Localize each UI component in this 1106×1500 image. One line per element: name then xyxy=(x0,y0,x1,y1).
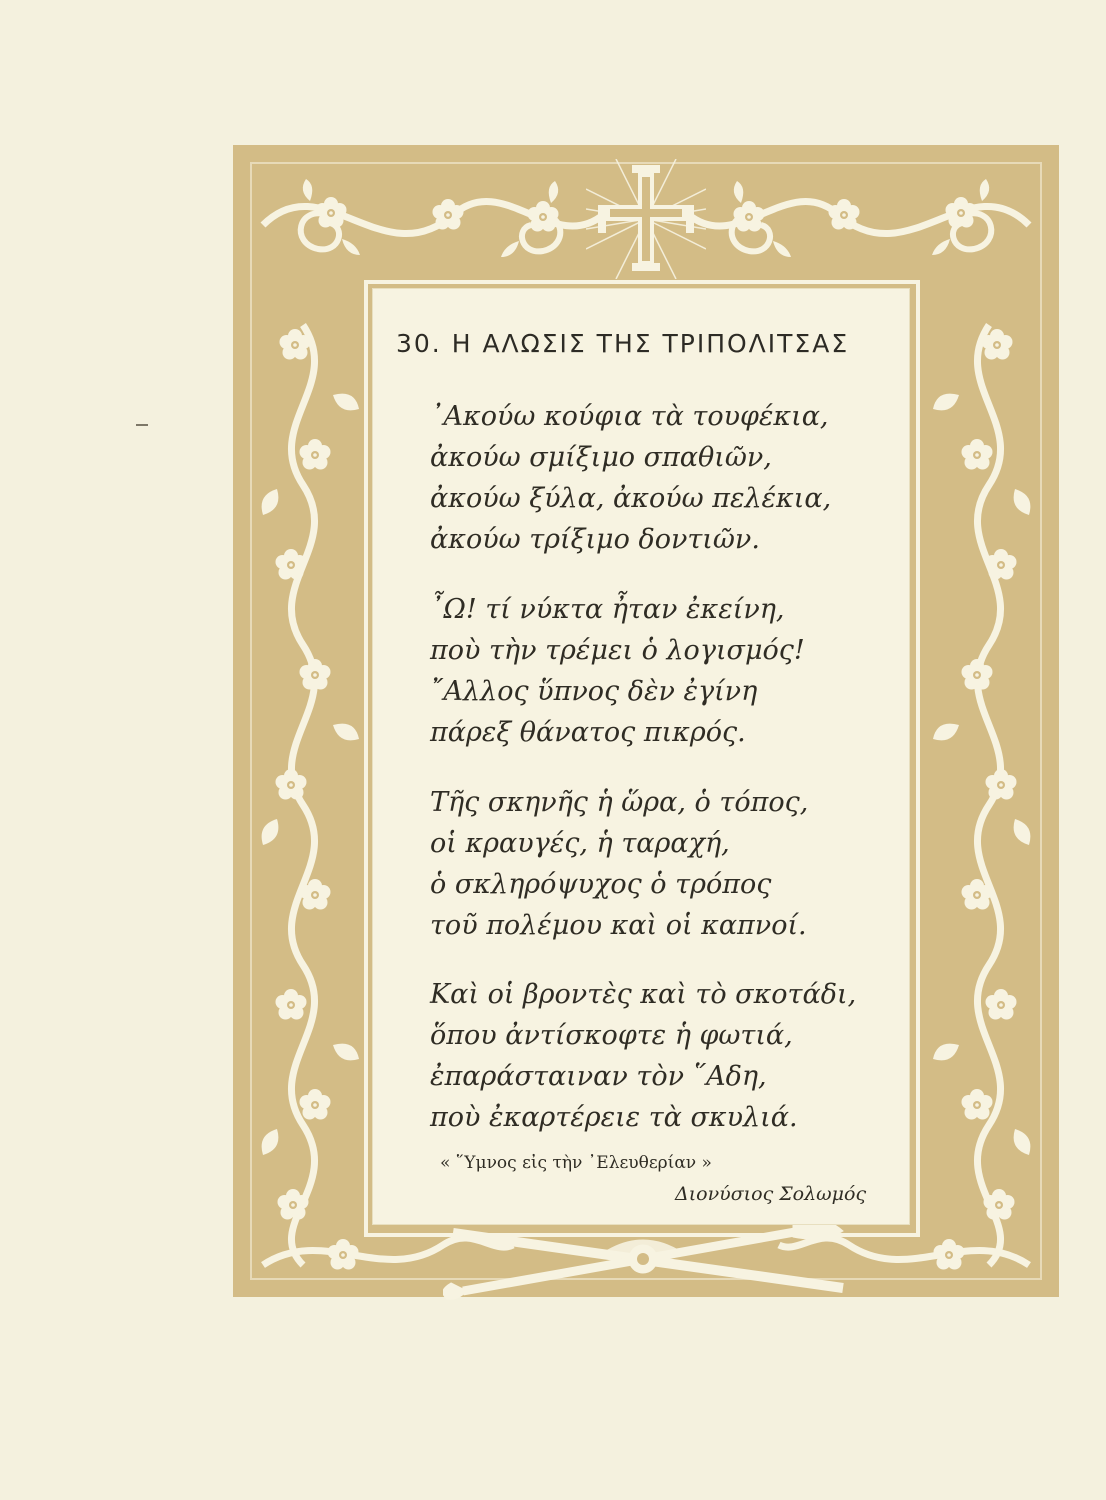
stanza-4 xyxy=(430,974,900,1138)
stanza-1 xyxy=(430,396,900,560)
poem-line: ὅπου ἀντίσκοφτε ἡ φωτιά, xyxy=(430,1020,793,1051)
poem-line: ῏Ω! τί νύκτα ἦταν ἐκείνη, xyxy=(430,594,785,625)
poem-line: ᾿Ακούω κούφια τὰ τουφέκια, xyxy=(430,401,829,432)
poem-line: Καὶ οἱ βροντὲς καὶ τὸ σκοτάδι, xyxy=(430,979,857,1010)
poem-line: ῎Αλλος ὕπνος δὲν ἐγίνη xyxy=(430,676,758,707)
poem-line: οἱ κραυγές, ἡ ταραχή, xyxy=(430,828,730,859)
poem-line: τοῦ πολέμου καὶ οἱ καπνοί. xyxy=(430,910,807,941)
poem-line: ἀκούω τρίξιμο δοντιῶν. xyxy=(430,524,760,555)
poem-line: ὁ σκληρόψυχος ὁ τρόπος xyxy=(430,869,772,900)
poem-line: Τῆς σκηνῆς ἡ ὥρα, ὁ τόπος, xyxy=(430,787,809,818)
cross-icon xyxy=(586,159,706,279)
crossed-sword-and-torch-icon xyxy=(443,1213,863,1303)
poem-line: ἐπαράσταιναν τὸν ῞Αδη, xyxy=(430,1061,767,1092)
poem-title: 30. Η ΑΛΩΣΙΣ ΤΗΣ ΤΡΙΠΟΛΙΤΣΑΣ xyxy=(396,329,850,358)
stanza-3 xyxy=(430,782,900,946)
poem-line: ποὺ ἐκαρτέρειε τὰ σκυλιά. xyxy=(430,1102,798,1133)
poem-source: « ῞Υμνος εἰς τὴν ᾿Ελευθερίαν » xyxy=(440,1153,712,1173)
poem-line: ἀκούω σμίξιμο σπαθιῶν, xyxy=(430,442,772,473)
margin-mark xyxy=(136,424,148,426)
poem-line: ἀκούω ξύλα, ἀκούω πελέκια, xyxy=(430,483,832,514)
poem-author: Διονύσιος Σολωμός xyxy=(675,1183,867,1205)
poem-line: πάρεξ θάνατος πικρός. xyxy=(430,717,746,748)
poem-line: ποὺ τὴν τρέμει ὁ λογισμός! xyxy=(430,635,805,666)
stanza-2 xyxy=(430,589,900,753)
